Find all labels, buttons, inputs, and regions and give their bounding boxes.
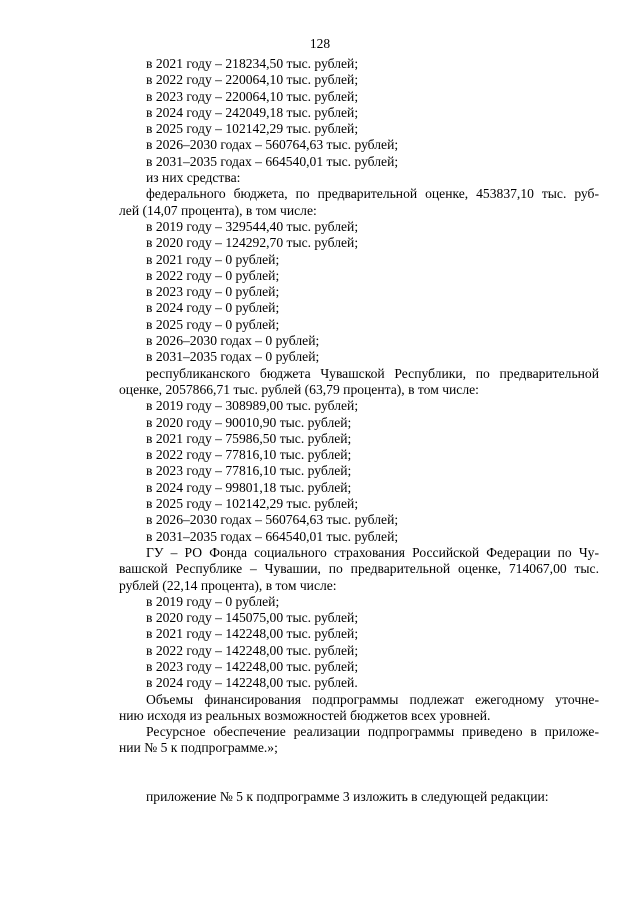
paragraph-line: республиканского бюджета Чувашской Республики, по предварительной <box>146 365 599 381</box>
document-body <box>119 56 599 805</box>
text-line: в 2021 году – 75986,50 тыс. рублей; <box>146 430 352 446</box>
text-line: в 2019 году – 329544,40 тыс. рублей; <box>146 218 359 234</box>
text-line: в 2025 году – 0 рублей; <box>146 316 280 332</box>
text-line: в 2019 году – 308989,00 тыс. рублей; <box>146 398 359 414</box>
text-line: в 2024 году – 242049,18 тыс. рублей; <box>146 104 359 120</box>
text-line: в 2023 году – 77816,10 тыс. рублей; <box>146 463 352 479</box>
text-line: в 2023 году – 0 рублей; <box>146 284 280 300</box>
paragraph-line: нию исходя из реальных возможностей бюджетов всех уровней. <box>119 707 491 723</box>
text-line: в 2031–2035 годах – 0 рублей; <box>146 349 320 365</box>
text-line: в 2020 году – 145075,00 тыс. рублей; <box>146 610 359 626</box>
text-line: в 2020 году – 90010,90 тыс. рублей; <box>146 414 352 430</box>
text-line: в 2022 году – 0 рублей; <box>146 267 280 283</box>
text-line: в 2031–2035 годах – 664540,01 тыс. рублей; <box>146 153 399 169</box>
text-line: в 2023 году – 142248,00 тыс. рублей; <box>146 658 359 674</box>
paragraph-line: федерального бюджета, по предварительной оценке, 453837,10 тыс. руб- <box>146 186 599 202</box>
text-line: в 2022 году – 77816,10 тыс. рублей; <box>146 447 352 463</box>
text-line: в 2026–2030 годах – 560764,63 тыс. рублей; <box>146 512 399 528</box>
paragraph-line: Объемы финансирования подпрограммы подлежат ежегодному уточне- <box>146 691 599 707</box>
text-line: в 2024 году – 0 рублей; <box>146 300 280 316</box>
text-line: в 2024 году – 142248,00 тыс. рублей. <box>146 675 358 691</box>
text-line: в 2031–2035 годах – 664540,01 тыс. рублей; <box>146 528 399 544</box>
text-line: в 2023 году – 220064,10 тыс. рублей; <box>146 88 359 104</box>
paragraph-line: рублей (22,14 процента), в том числе: <box>119 577 337 593</box>
paragraph-line: лей (14,07 процента), в том числе: <box>119 202 317 218</box>
paragraph-line: приложение № 5 к подпрограмме 3 изложить в следующей редакции: <box>146 788 549 804</box>
text-line: в 2022 году – 220064,10 тыс. рублей; <box>146 72 359 88</box>
paragraph-line: вашской Республике – Чувашии, по предварительной оценке, 714067,00 тыс. <box>119 561 599 577</box>
paragraph-line: ГУ – РО Фонда социального страхования Российской Федерации по Чу- <box>146 544 599 560</box>
text-line: в 2022 году – 142248,00 тыс. рублей; <box>146 642 359 658</box>
text-line: в 2021 году – 218234,50 тыс. рублей; <box>146 56 359 71</box>
text-line: в 2020 году – 124292,70 тыс. рублей; <box>146 235 359 251</box>
paragraph-line: оценке, 2057866,71 тыс. рублей (63,79 процента), в том числе: <box>119 381 479 397</box>
text-line: из них средства: <box>146 170 241 186</box>
paragraph-gap <box>119 757 599 789</box>
text-line: в 2025 году – 102142,29 тыс. рублей; <box>146 496 359 512</box>
text-line: в 2026–2030 годах – 0 рублей; <box>146 333 320 349</box>
text-line: в 2021 году – 0 рублей; <box>146 251 280 267</box>
paragraph-line: нии № 5 к подпрограмме.»; <box>119 740 278 756</box>
paragraph-line: Ресурсное обеспечение реализации подпрограммы приведено в приложе- <box>146 724 599 740</box>
page-number: 128 <box>309 36 331 51</box>
text-line: в 2024 году – 99801,18 тыс. рублей; <box>146 479 352 495</box>
text-line: в 2026–2030 годах – 560764,63 тыс. рублей; <box>146 137 399 153</box>
text-line: в 2019 году – 0 рублей; <box>146 593 280 609</box>
text-line: в 2025 году – 102142,29 тыс. рублей; <box>146 121 359 137</box>
text-line: в 2021 году – 142248,00 тыс. рублей; <box>146 626 359 642</box>
